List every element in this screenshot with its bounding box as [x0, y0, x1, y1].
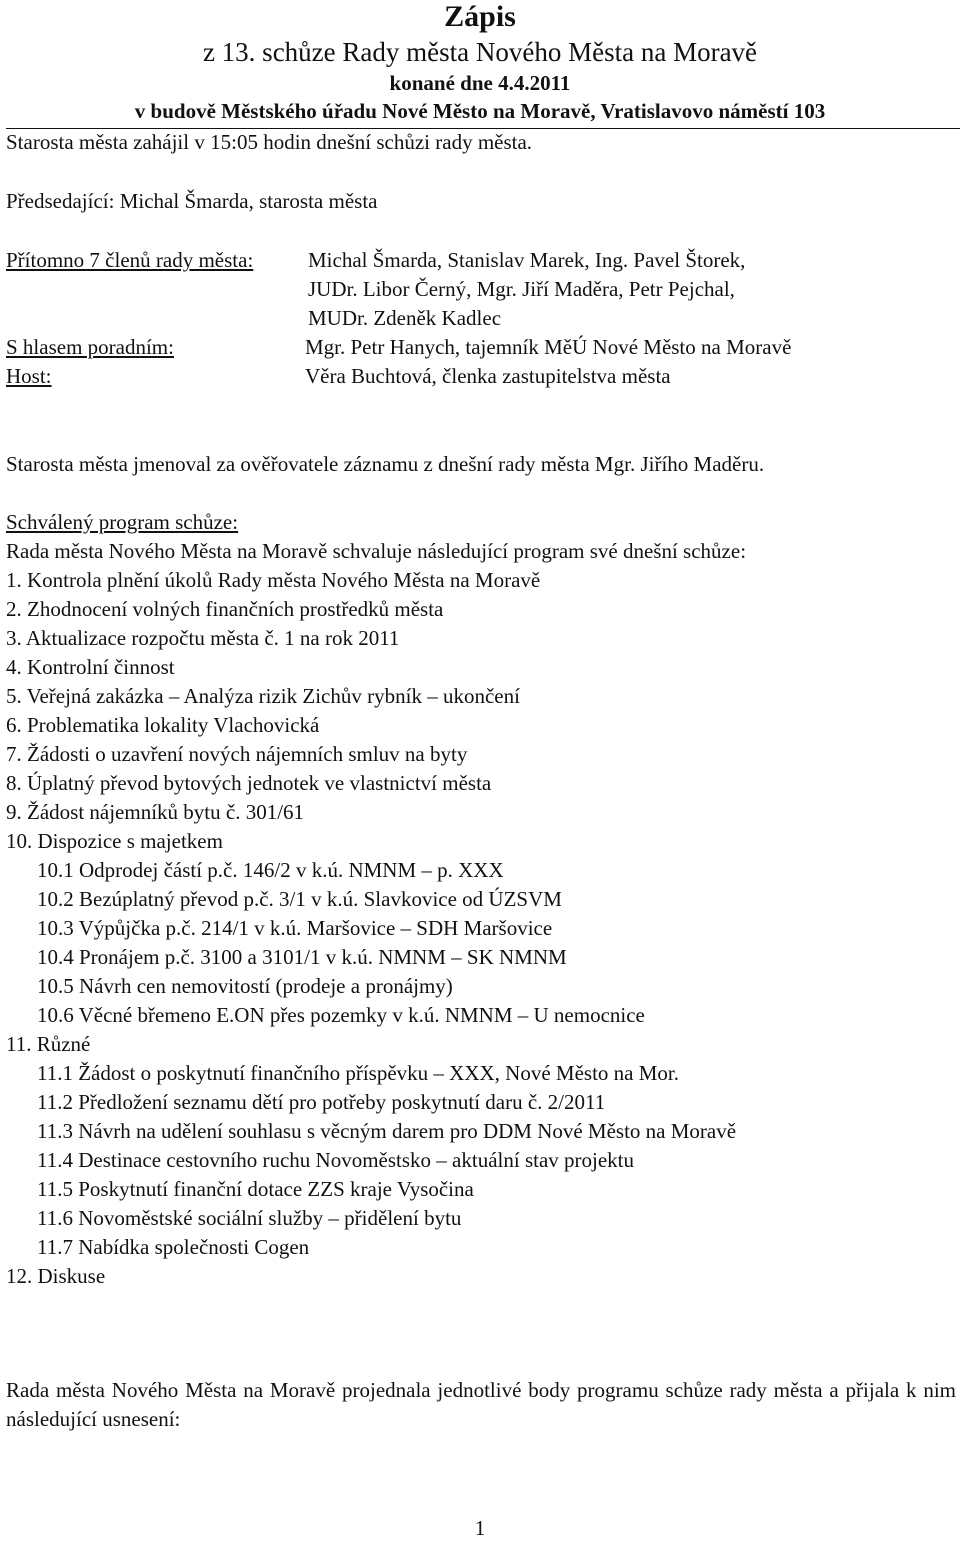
- document-title: Zápis: [444, 0, 516, 33]
- program-item: 7. Žádosti o uzavření nových nájemních smluv na byty: [6, 742, 468, 766]
- page-number: 1: [474, 1516, 486, 1540]
- program-item: 5. Veřejná zakázka – Analýza rizik Zichův rybník – ukončení: [6, 684, 520, 708]
- program-subitem: 10.3 Výpůjčka p.č. 214/1 v k.ú. Maršovice – SDH Maršovice: [37, 916, 553, 940]
- opening-statement: Starosta města zahájil v 15:05 hodin dnešní schůzi rady města.: [6, 130, 533, 154]
- program-item: 12. Diskuse: [6, 1264, 106, 1288]
- present-names-3: MUDr. Zdeněk Kadlec: [308, 306, 502, 330]
- advisory-label: S hlasem poradním:: [6, 335, 174, 359]
- program-subitem: 11.3 Návrh na udělení souhlasu s věcným darem pro DDM Nové Město na Moravě: [37, 1119, 737, 1143]
- present-label: Přítomno 7 členů rady města:: [6, 248, 254, 272]
- program-subitem: 11.7 Nabídka společnosti Cogen: [37, 1235, 310, 1259]
- guest-value: Věra Buchtová, členka zastupitelstva města: [305, 364, 671, 388]
- meeting-place: v budově Městského úřadu Nové Město na Moravě, Vratislavovo náměstí 103: [134, 99, 826, 123]
- present-names-2: JUDr. Libor Černý, Mgr. Jiří Maděra, Petr Pejchal,: [308, 277, 735, 301]
- program-item: 11. Různé: [6, 1032, 91, 1056]
- advisory-value: Mgr. Petr Hanych, tajemník MěÚ Nové Město na Moravě: [305, 335, 792, 359]
- program-subitem: 11.5 Poskytnutí finanční dotace ZZS kraje Vysočina: [37, 1177, 474, 1201]
- document-subtitle: z 13. schůze Rady města Nového Města na Moravě: [202, 37, 758, 67]
- program-item: 4. Kontrolní činnost: [6, 655, 175, 679]
- program-subitem: 10.4 Pronájem p.č. 3100 a 3101/1 v k.ú. NMNM – SK NMNM: [37, 945, 567, 969]
- program-item: 1. Kontrola plnění úkolů Rady města Nového Města na Moravě: [6, 568, 541, 592]
- program-item: 6. Problematika lokality Vlachovická: [6, 713, 320, 737]
- present-names-1: Michal Šmarda, Stanislav Marek, Ing. Pavel Štorek,: [308, 248, 746, 272]
- closing-paragraph: Rada města Nového Města na Moravě projednala jednotlivé body programu schůze rady města a přijala k nim následující usnesení:: [6, 1378, 956, 1431]
- program-subitem: 11.6 Novoměstské sociální služby – přidělení bytu: [37, 1206, 462, 1230]
- program-subitem: 10.5 Návrh cen nemovitostí (prodeje a pronájmy): [37, 974, 453, 998]
- program-item: 9. Žádost nájemníků bytu č. 301/61: [6, 800, 305, 824]
- program-item: 10. Dispozice s majetkem: [6, 829, 223, 853]
- program-item: 2. Zhodnocení volných finančních prostředků města: [6, 597, 444, 621]
- program-subitem: 10.1 Odprodej částí p.č. 146/2 v k.ú. NMNM – p. XXX: [37, 858, 504, 882]
- program-subitem: 11.2 Předložení seznamu dětí pro potřeby poskytnutí daru č. 2/2011: [37, 1090, 606, 1114]
- program-item: 8. Úplatný převod bytových jednotek ve vlastnictví města: [6, 771, 492, 795]
- program-heading: Schválený program schůze:: [6, 510, 239, 534]
- program-subitem: 10.6 Věcné břemeno E.ON přes pozemky v k.ú. NMNM – U nemocnice: [37, 1003, 645, 1027]
- program-subitem: 10.2 Bezúplatný převod p.č. 3/1 v k.ú. Slavkovice od ÚZSVM: [37, 887, 562, 911]
- meeting-date: konané dne 4.4.2011: [389, 71, 571, 95]
- program-subitem: 11.1 Žádost o poskytnutí finančního příspěvku – XXX, Nové Město na Mor.: [37, 1061, 679, 1085]
- program-subitem: 11.4 Destinace cestovního ruchu Novoměstsko – aktuální stav projektu: [37, 1148, 635, 1172]
- chair-line: Předsedající: Michal Šmarda, starosta města: [6, 189, 378, 213]
- guest-label: Host:: [6, 364, 52, 388]
- program-intro: Rada města Nového Města na Moravě schvaluje následující program své dnešní schůze:: [6, 539, 747, 563]
- verifier-statement: Starosta města jmenoval za ověřovatele záznamu z dnešní rady města Mgr. Jiřího Maděru.: [6, 452, 765, 476]
- program-item: 3. Aktualizace rozpočtu města č. 1 na rok 2011: [6, 626, 400, 650]
